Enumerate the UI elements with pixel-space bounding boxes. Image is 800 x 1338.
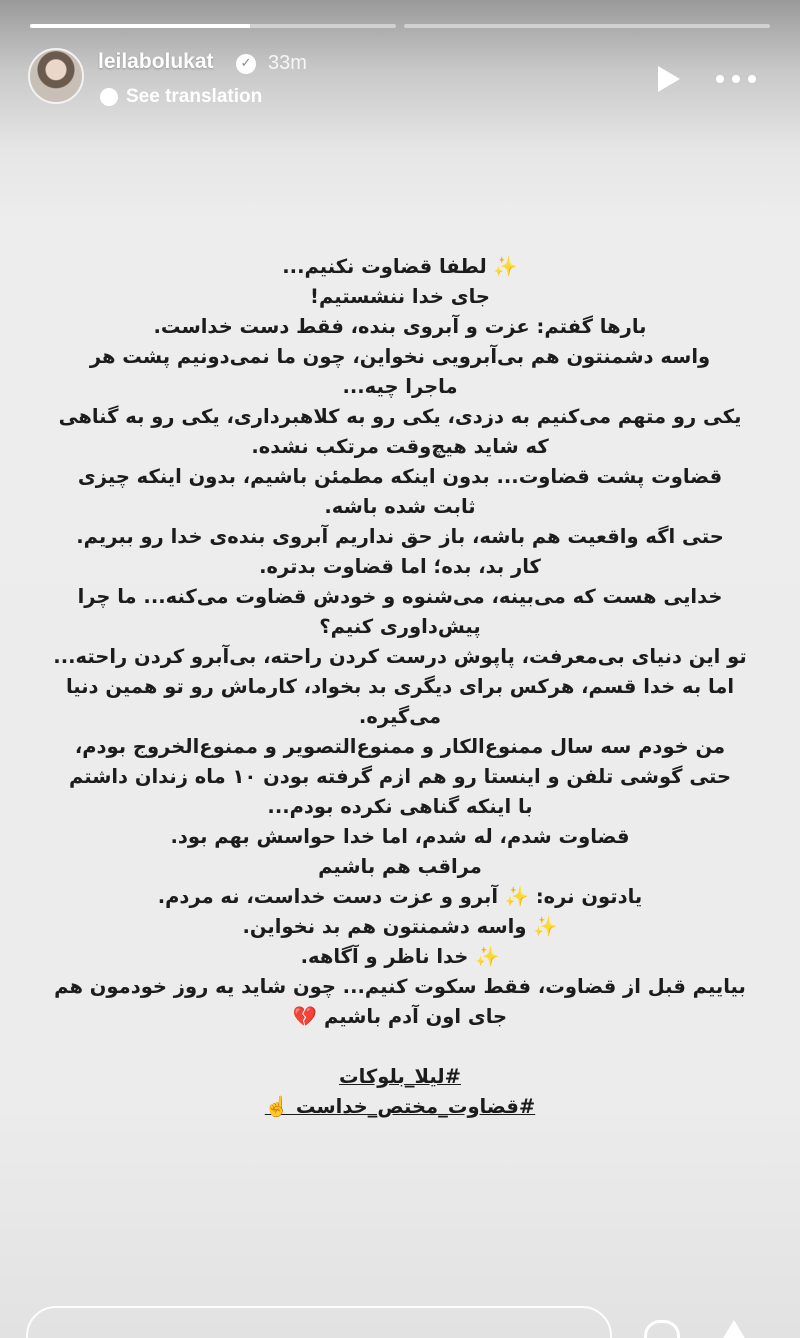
progress-segment	[30, 24, 396, 28]
more-icon[interactable]	[716, 72, 756, 86]
avatar[interactable]	[28, 48, 84, 104]
verified-badge-icon: ✓	[236, 54, 256, 74]
hashtag-link[interactable]: #قضاوت_مختص_خداست ☝️	[264, 1095, 536, 1118]
story-line: مراقب هم باشیم	[318, 855, 482, 878]
story-line: ✨ لطفا قضاوت نکنیم...	[282, 255, 518, 278]
story-line: واسه دشمنتون هم بی‌آبرویی نخواین، چون ما نمی‌دونیم پشت هر	[89, 345, 711, 368]
story-line: تو این دنیای بی‌معرفت، پاپوش درست کردن راحته، بی‌آبرو کردن راحته...	[53, 645, 747, 668]
play-icon[interactable]	[658, 66, 680, 92]
story-line: اما به خدا قسم، هرکس برای دیگری بد بخواد، کارماش رو تو همین دنیا	[65, 675, 735, 698]
story-line: جای خدا ننشستیم!	[310, 285, 490, 308]
story-line: می‌گیره.	[358, 705, 442, 728]
see-translation-button[interactable]	[100, 84, 262, 110]
spacer	[30, 1032, 770, 1062]
story-line: جای اون آدم باشیم 💔	[292, 1005, 508, 1028]
heart-icon[interactable]	[644, 1320, 680, 1338]
story-line: حتی اگه واقعیت هم باشه، باز حق نداریم آبروی بنده‌ی خدا رو ببریم.	[76, 525, 724, 548]
story-line: ✨ واسه دشمنتون هم بد نخواین.	[242, 915, 558, 938]
story-line: یادتون نره: ✨ آبرو و عزت دست خداست، نه مردم.	[157, 885, 643, 908]
reply-input[interactable]	[26, 1306, 612, 1338]
username[interactable]: leilabolukat	[98, 50, 214, 73]
progress-segment	[404, 24, 770, 28]
story-line: قضاوت شدم، له شدم، اما خدا حواسش بهم بود.	[170, 825, 630, 848]
story-line: خدایی هست که می‌بینه، می‌شنوه و خودش قضاوت می‌کنه... ما چرا	[77, 585, 723, 608]
story-line: قضاوت پشت قضاوت... بدون اینکه مطمئن باشیم، بدون اینکه چیزی	[77, 465, 723, 488]
story-line: ✨ خدا ناظر و آگاهه.	[300, 945, 500, 968]
story-line: پیش‌داوری کنیم؟	[319, 615, 481, 638]
story-line: کار بد، بده؛ اما قضاوت بدتره.	[259, 555, 541, 578]
story-line: بیاییم قبل از قضاوت، فقط سکوت کنیم... چون شاید یه روز خودمون هم	[54, 975, 746, 998]
share-icon[interactable]	[716, 1320, 752, 1338]
story-line: که شاید هیچ‌وقت مرتکب نشده.	[251, 435, 549, 458]
translate-icon	[100, 88, 118, 106]
story-line: با اینکه گناهی نکرده بودم...	[267, 795, 533, 818]
story-line: حتی گوشی تلفن و اینستا رو هم ازم گرفته بودن ۱۰ ماه زندان داشتم	[68, 765, 732, 788]
story-line: من خودم سه سال ممنوع‌الکار و ممنوع‌التصویر و ممنوع‌الخروج بودم،	[74, 735, 726, 758]
see-translation-label: See translation	[126, 86, 263, 107]
story-line: ماجرا چیه...	[342, 375, 458, 398]
story-line: ثابت شده باشه.	[324, 495, 476, 518]
story-line: یکی رو متهم می‌کنیم به دزدی، یکی رو به کلاهبرداری، یکی رو به گناهی	[58, 405, 742, 428]
time-ago: 33m	[268, 52, 307, 74]
hashtag-link[interactable]: #لیلا_بلوکات	[339, 1065, 461, 1088]
story-text	[30, 252, 770, 1122]
story-line: بارها گفتم: عزت و آبروی بنده، فقط دست خداست.	[153, 315, 647, 338]
story-progress	[30, 24, 770, 28]
